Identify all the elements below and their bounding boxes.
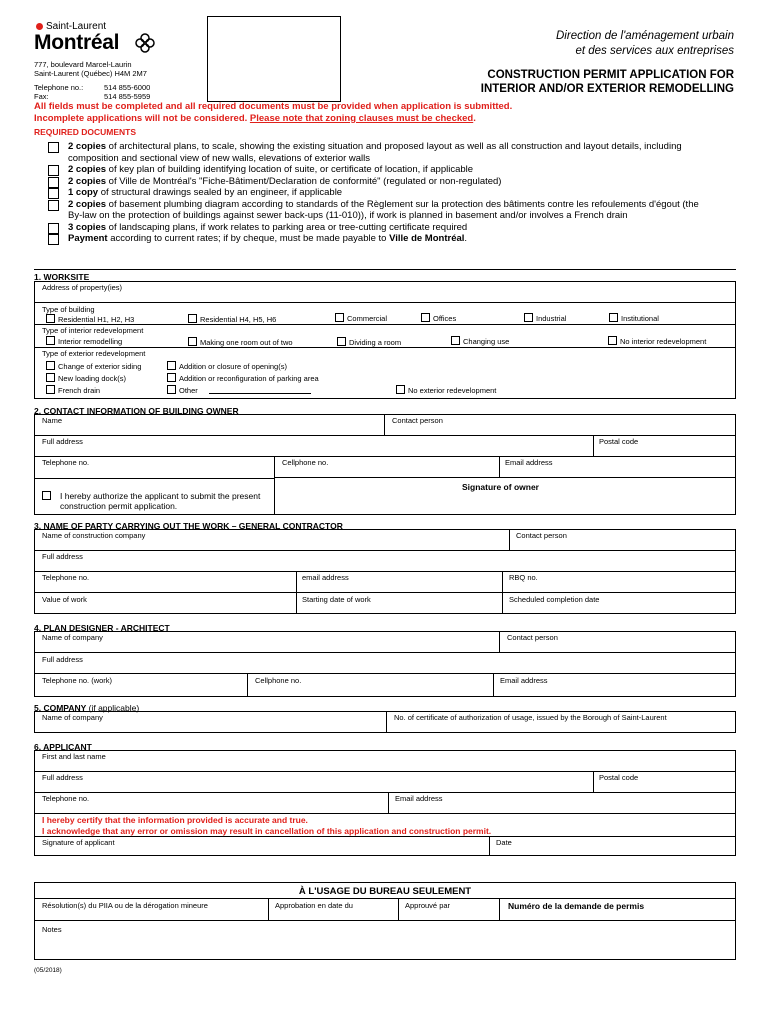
divider bbox=[34, 813, 736, 814]
doc-checkbox[interactable] bbox=[48, 234, 59, 245]
doc-payee: Ville de Montréal bbox=[389, 233, 465, 244]
option-label: Residential H1, H2, H3 bbox=[58, 315, 135, 324]
authorize-checkbox[interactable] bbox=[42, 491, 51, 500]
doc-checkbox[interactable] bbox=[48, 200, 59, 211]
option-parking-area[interactable] bbox=[167, 373, 319, 384]
option-institutional[interactable] bbox=[609, 313, 659, 324]
option-no-exterior[interactable] bbox=[396, 385, 496, 396]
checkbox[interactable] bbox=[46, 385, 55, 394]
contractor-end-label: Scheduled completion date bbox=[509, 595, 600, 604]
fax-value: 514 855-5959 bbox=[104, 92, 151, 101]
logo bbox=[34, 16, 164, 62]
owner-name-label: Name bbox=[42, 416, 63, 425]
option-label: Residential H4, H5, H6 bbox=[200, 315, 277, 324]
doc-text: of Ville de Montréal's "Fiche-Bâtiment/Declaration de conformité" (regulated or non-regulated) bbox=[106, 175, 502, 187]
section-contractor-title: 3. NAME OF PARTY CARRYING OUT THE WORK – GENERAL CONTRACTOR bbox=[34, 521, 343, 531]
required-docs-list bbox=[48, 141, 708, 245]
divider bbox=[489, 836, 490, 856]
flower-icon bbox=[134, 32, 156, 54]
direction-title bbox=[556, 29, 734, 59]
notice-zoning-link: Please note that zoning clauses must be checked bbox=[249, 112, 474, 124]
doc-checkbox[interactable] bbox=[48, 223, 59, 234]
option-label: New loading dock(s) bbox=[58, 374, 126, 383]
divider bbox=[274, 456, 275, 515]
applicant-certify bbox=[42, 815, 491, 836]
divider bbox=[34, 673, 736, 674]
checkbox[interactable] bbox=[188, 314, 197, 323]
applicant-postal-label: Postal code bbox=[599, 773, 639, 782]
building-type-label: Type of building bbox=[42, 305, 95, 314]
address-property-label: Address of property(ies) bbox=[42, 283, 123, 292]
company-title-bold: 5. COMPANY bbox=[34, 703, 87, 713]
checkbox[interactable] bbox=[335, 313, 344, 322]
contractor-email-label: email address bbox=[302, 573, 349, 582]
office-approbation-label: Approbation en date du bbox=[275, 901, 353, 910]
checkbox[interactable] bbox=[167, 385, 176, 394]
applicant-address-label: Full address bbox=[42, 773, 83, 782]
owner-postal-label: Postal code bbox=[599, 437, 639, 446]
designer-box bbox=[34, 631, 736, 697]
option-label: Changing use bbox=[463, 337, 510, 346]
designer-tel-label: Telephone no. (work) bbox=[42, 676, 113, 685]
option-label: Making one room out of two bbox=[200, 338, 293, 347]
option-commercial[interactable] bbox=[335, 313, 387, 324]
owner-authorize[interactable] bbox=[42, 491, 270, 511]
option-label: Other bbox=[179, 386, 198, 395]
doc-item bbox=[48, 164, 708, 176]
divider bbox=[593, 771, 594, 792]
company-name-label: Name of company bbox=[42, 713, 103, 722]
photo-box bbox=[207, 16, 341, 102]
contractor-start-label: Starting date of work bbox=[302, 595, 371, 604]
option-other[interactable] bbox=[167, 385, 198, 396]
designer-email-label: Email address bbox=[500, 676, 548, 685]
owner-tel-label: Telephone no. bbox=[42, 458, 90, 467]
notice-line1: All fields must be completed and all required documents must be provided when application is submitted. bbox=[34, 101, 513, 112]
divider bbox=[34, 920, 736, 921]
divider bbox=[34, 302, 736, 303]
option-interior-remodelling[interactable] bbox=[46, 336, 122, 347]
form-title-line1: CONSTRUCTION PERMIT APPLICATION FOR bbox=[487, 69, 734, 81]
section-owner-title: 2. CONTACT INFORMATION OF BUILDING OWNER bbox=[34, 406, 239, 416]
office-permit-number-label: Numéro de la demande de permis bbox=[508, 901, 645, 911]
checkbox[interactable] bbox=[524, 313, 533, 322]
designer-address-label: Full address bbox=[42, 655, 83, 664]
doc-checkbox[interactable] bbox=[48, 177, 59, 188]
checkbox[interactable] bbox=[167, 361, 176, 370]
owner-signature-label: Signature of owner bbox=[462, 482, 539, 492]
checkbox[interactable] bbox=[337, 337, 346, 346]
section-designer-title: 4. PLAN DESIGNER - ARCHITECT bbox=[34, 623, 170, 633]
checkbox[interactable] bbox=[46, 373, 55, 382]
doc-item bbox=[48, 141, 708, 164]
doc-text: of basement plumbing diagram according to standards of the Règlement sur la protection des bâtiments contre les refoulements d'égout (the By-law on the protection of buildings against sewer back-ups (11-010)), if work is planned in basement and/or involves a French drain bbox=[68, 198, 699, 221]
form-title bbox=[481, 68, 734, 96]
exterior-type-label: Type of exterior redevelopment bbox=[42, 349, 146, 358]
divider bbox=[268, 898, 269, 920]
office-resolution-label: Résolution(s) du PIIA ou de la dérogation mineure bbox=[42, 901, 208, 910]
logo-dot bbox=[36, 23, 43, 30]
section-applicant-title: 6. APPLICANT bbox=[34, 742, 92, 752]
option-label: Change of exterior siding bbox=[58, 362, 142, 371]
divider bbox=[34, 435, 736, 436]
divider bbox=[386, 711, 387, 733]
direction-line1: Direction de l'aménagement urbain bbox=[556, 30, 734, 42]
logo-montreal: Montréal bbox=[34, 31, 120, 54]
doc-tail: . bbox=[464, 233, 468, 244]
doc-item bbox=[48, 199, 708, 222]
company-cert-label: No. of certificate of authorization of usage, issued by the Borough of Saint-Laurent bbox=[394, 713, 667, 722]
doc-text: of key plan of building identifying location of suite, or certificate of location, if applicable bbox=[106, 164, 474, 175]
doc-qty: Payment bbox=[68, 233, 108, 244]
option-changing-use[interactable] bbox=[451, 336, 509, 347]
doc-qty: 2 copies bbox=[68, 141, 107, 152]
divider bbox=[493, 673, 494, 697]
option-exterior-siding[interactable] bbox=[46, 361, 141, 372]
doc-item bbox=[48, 176, 708, 188]
address-line2: Saint-Laurent (Québec) H4M 2M7 bbox=[34, 69, 147, 78]
divider bbox=[398, 898, 399, 920]
owner-email-label: Email address bbox=[505, 458, 553, 467]
option-label: Institutional bbox=[621, 314, 659, 323]
applicant-tel-label: Telephone no. bbox=[42, 794, 90, 803]
doc-checkbox[interactable] bbox=[48, 165, 59, 176]
contractor-address-label: Full address bbox=[42, 552, 83, 561]
applicant-email-label: Email address bbox=[395, 794, 443, 803]
option-label: No interior redevelopment bbox=[620, 337, 707, 346]
interior-type-label: Type of interior redevelopment bbox=[42, 326, 144, 335]
direction-line2: et des services aux entreprises bbox=[575, 45, 734, 57]
company-title-rest: (if applicable) bbox=[86, 703, 140, 713]
fax-label: Fax: bbox=[34, 92, 49, 101]
contractor-value-label: Value of work bbox=[42, 595, 87, 604]
designer-company-label: Name of company bbox=[42, 633, 103, 642]
divider bbox=[593, 435, 594, 456]
divider bbox=[34, 771, 736, 772]
designer-cell-label: Cellphone no. bbox=[255, 676, 302, 685]
doc-qty: 2 copies bbox=[68, 175, 107, 187]
contractor-contact-label: Contact person bbox=[516, 531, 567, 540]
checkbox[interactable] bbox=[451, 336, 460, 345]
divider bbox=[509, 529, 510, 550]
checkbox[interactable] bbox=[421, 313, 430, 322]
checkbox[interactable] bbox=[188, 337, 197, 346]
designer-contact-label: Contact person bbox=[507, 633, 558, 642]
checkbox[interactable] bbox=[46, 336, 55, 345]
contractor-tel-label: Telephone no. bbox=[42, 573, 90, 582]
option-industrial[interactable] bbox=[524, 313, 566, 324]
owner-cell-label: Cellphone no. bbox=[282, 458, 329, 467]
option-loading-dock[interactable] bbox=[46, 373, 126, 384]
divider bbox=[34, 269, 736, 270]
section-worksite-title: 1. WORKSITE bbox=[34, 272, 90, 282]
tel-label: Telephone no.: bbox=[34, 83, 84, 92]
divider bbox=[247, 673, 248, 697]
option-openings[interactable] bbox=[167, 361, 287, 372]
checkbox[interactable] bbox=[46, 361, 55, 370]
checkbox[interactable] bbox=[608, 336, 617, 345]
applicant-signature-label: Signature of applicant bbox=[42, 838, 115, 847]
logo-saint-laurent: Saint-Laurent bbox=[46, 21, 107, 32]
doc-item bbox=[48, 222, 708, 234]
option-no-interior[interactable] bbox=[608, 336, 706, 347]
form-version: (05/2018) bbox=[34, 967, 62, 974]
applicant-box bbox=[34, 750, 736, 856]
authorize-text: I hereby authorize the applicant to submit the present construction permit application. bbox=[60, 491, 261, 511]
divider bbox=[384, 414, 385, 435]
doc-item bbox=[48, 187, 708, 199]
option-label: Interior remodelling bbox=[58, 337, 123, 346]
option-french-drain[interactable] bbox=[46, 385, 100, 396]
divider bbox=[499, 631, 500, 652]
doc-checkbox[interactable] bbox=[48, 188, 59, 199]
doc-qty: 2 copies bbox=[68, 198, 107, 210]
divider bbox=[34, 792, 736, 793]
divider bbox=[499, 456, 500, 477]
option-label: No exterior redevelopment bbox=[408, 386, 497, 395]
applicant-name-label: First and last name bbox=[42, 752, 106, 761]
doc-text: of structural drawings sealed by an engineer, if applicable bbox=[98, 187, 343, 198]
owner-contact-label: Contact person bbox=[392, 416, 443, 425]
applicant-date-label: Date bbox=[496, 838, 512, 847]
tel-value: 514 855-6000 bbox=[104, 83, 151, 92]
doc-checkbox[interactable] bbox=[48, 142, 59, 153]
divider bbox=[34, 324, 736, 325]
doc-qty: 1 copy bbox=[68, 187, 99, 198]
option-label: Addition or closure of opening(s) bbox=[179, 362, 287, 371]
checkbox[interactable] bbox=[609, 313, 618, 322]
doc-item bbox=[48, 233, 708, 245]
office-notes-label: Notes bbox=[42, 925, 62, 934]
option-offices[interactable] bbox=[421, 313, 456, 324]
checkbox[interactable] bbox=[167, 373, 176, 382]
option-label: Commercial bbox=[347, 314, 388, 323]
address-line1: 777, boulevard Marcel-Laurin bbox=[34, 60, 132, 69]
divider bbox=[274, 477, 736, 478]
office-address bbox=[34, 60, 150, 101]
contractor-company-label: Name of construction company bbox=[42, 531, 146, 540]
doc-qty: 3 copies bbox=[68, 221, 107, 233]
divider bbox=[34, 592, 736, 593]
notice-line2a: Incomplete applications will not be considered. bbox=[34, 112, 250, 124]
doc-text: of architectural plans, to scale, showing the existing situation and proposed layout as well as all construction and layout details, including composition and sectional view of new walls, elevations of exterior walls bbox=[68, 141, 682, 164]
doc-text: according to current rates; if by cheque, must be made payable to bbox=[107, 233, 390, 244]
divider bbox=[34, 836, 736, 837]
divider bbox=[34, 571, 736, 572]
notice-line2c: . bbox=[473, 112, 476, 124]
checkbox[interactable] bbox=[46, 314, 55, 323]
divider bbox=[499, 898, 500, 920]
other-input-line[interactable] bbox=[209, 393, 311, 394]
doc-text: of landscaping plans, if work relates to parking area or tree-cutting certificate required bbox=[106, 221, 468, 233]
office-use-title: À L'USAGE DU BUREAU SEULEMENT bbox=[298, 886, 472, 897]
divider bbox=[34, 456, 736, 457]
option-label: Dividing a room bbox=[349, 338, 402, 347]
required-notice bbox=[34, 101, 512, 124]
option-label: Addition or reconfiguration of parking area bbox=[179, 374, 319, 383]
contractor-rbq-label: RBQ no. bbox=[509, 573, 538, 582]
divider bbox=[388, 792, 389, 813]
option-label: French drain bbox=[58, 386, 101, 395]
checkbox[interactable] bbox=[396, 385, 405, 394]
office-approved-by-label: Approuvé par bbox=[405, 901, 451, 910]
divider bbox=[34, 898, 736, 899]
owner-address-label: Full address bbox=[42, 437, 83, 446]
divider bbox=[34, 347, 736, 348]
certify-line1: I hereby certify that the information provided is accurate and true. bbox=[42, 815, 308, 825]
divider bbox=[34, 478, 274, 479]
certify-line2: I acknowledge that any error or omission may result in cancellation of this application and construction permit. bbox=[42, 825, 492, 836]
option-label: Industrial bbox=[536, 314, 567, 323]
doc-qty: 2 copies bbox=[68, 164, 107, 175]
option-label: Offices bbox=[433, 314, 457, 323]
divider bbox=[34, 550, 736, 551]
divider bbox=[34, 652, 736, 653]
required-docs-heading: REQUIRED DOCUMENTS bbox=[34, 127, 137, 137]
form-title-line2: INTERIOR AND/OR EXTERIOR REMODELLING bbox=[480, 83, 734, 95]
